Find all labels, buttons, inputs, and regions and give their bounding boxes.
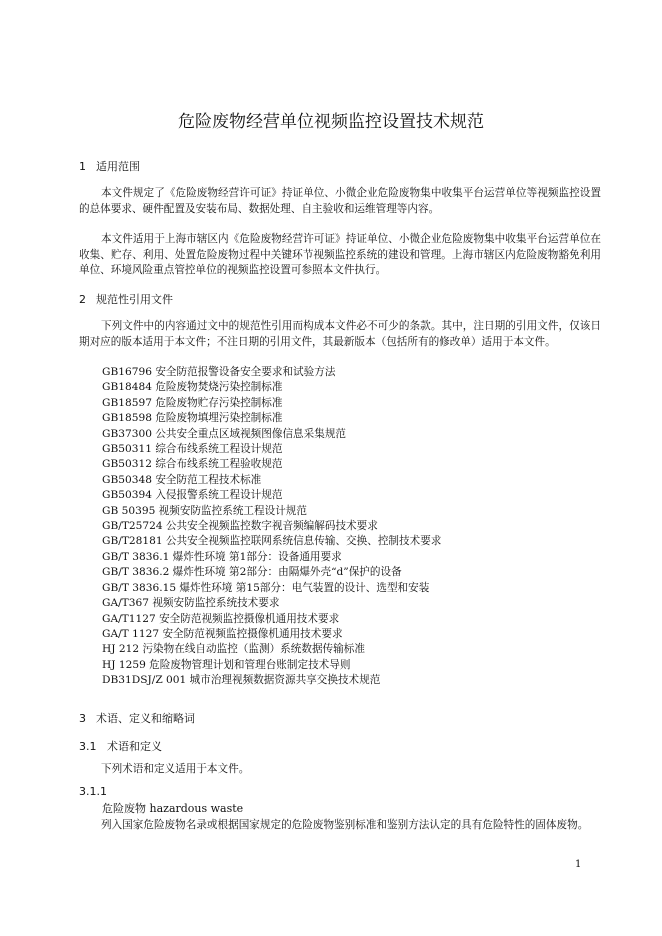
paragraph: 下列术语和定义适用于本文件。 [101,763,250,775]
section-title: 规范性引用文件 [96,293,173,306]
list-item: GB16796 安全防范报警设备安全要求和试验方法 [102,366,336,378]
list-item: GA/T367 视频安防监控系统技术要求 [102,597,280,610]
clause-3-1-1-number: 3.1.1 [79,785,107,798]
list-item: HJ 1259 危险废物管理计划和管理台账制定技术导则 [102,658,351,671]
list-item: GB50312 综合布线系统工程验收规范 [102,458,283,471]
document-title: 危险废物经营单位视频监控设置技术规范 [178,112,484,132]
term-entry [102,801,243,816]
list-item: HJ 212 污染物在线自动监控（监测）系统数据传输标准 [102,643,365,656]
list-item: GB50348 安全防范工程技术标准 [102,473,262,486]
list-item: GB 50395 视频安防监控系统工程设计规范 [102,504,307,517]
section-title: 适用范围 [96,160,140,173]
list-item: GB50311 综合布线系统工程设计规范 [102,443,283,456]
section-title: 术语、定义和缩略词 [96,712,195,725]
section-1-heading [79,159,140,174]
subsection-3-1-heading [79,739,162,754]
list-item: GB50394 入侵报警系统工程设计规范 [102,489,283,502]
list-item: GA/T1127 安全防范视频监控摄像机通用技术要求 [102,612,340,625]
list-item: GB18598 危险废物填埋污染控制标准 [102,412,283,425]
list-item: GB/T28181 公共安全视频监控联网系统信息传输、交换、控制技术要求 [102,535,442,548]
list-item: DB31DSJ/Z 001 城市治理视频数据资源共享交换技术规范 [102,674,381,687]
list-item: GB/T 3836.1 爆炸性环境 第1部分：设备通用要求 [102,550,342,563]
list-item: GB37300 公共安全重点区域视频图像信息采集规范 [102,427,347,440]
section-3-heading [79,711,195,726]
term-chinese: 危险废物 [102,802,146,815]
page-number: 1 [575,859,582,870]
subsection-title: 术语和定义 [107,740,162,753]
list-item: GB/T 3836.15 爆炸性环境 第15部分：电气装置的设计、选型和安装 [102,581,430,594]
section-number: 2 [79,293,86,306]
list-item: GA/T 1127 安全防范视频监控摄像机通用技术要求 [102,627,343,640]
list-item: GB18597 危险废物贮存污染控制标准 [102,396,283,409]
reference-list [102,365,441,689]
list-item: GB18484 危险废物焚烧污染控制标准 [102,381,283,394]
term-definition: 列入国家危险废物名录或根据国家规定的危险废物鉴别标准和鉴别方法认定的具有危险特性的固体废物。 [101,819,589,831]
paragraph: 本文件适用于上海市辖区内《危险废物经营许可证》持证单位、小微企业危险废物集中收集平台运营单位在收集、贮存、利用、处置危险废物过程中关键环节视频监控系统的建设和管理。上海市辖区内危险废物豁免利用单位、环境风险重点管控单位的视频监控设置可参照本文件执行。 [79,233,601,276]
section-number: 3 [79,712,86,725]
paragraph: 下列文件中的内容通过文中的规范性引用而构成本文件必不可少的条款。其中，注日期的引用文件，仅该日期对应的版本适用于本文件；不注日期的引用文件，其最新版本（包括所有的修改单）适用于本文件。 [79,320,601,348]
section-number: 1 [79,160,86,173]
term-english: hazardous waste [149,802,244,815]
subsection-number: 3.1 [79,740,97,753]
list-item: GB/T 3836.2 爆炸性环境 第2部分：由隔爆外壳“d”保护的设备 [102,566,402,579]
list-item: GB/T25724 公共安全视频监控数字视音频编解码技术要求 [102,520,378,533]
paragraph: 本文件规定了《危险废物经营许可证》持证单位、小微企业危险废物集中收集平台运营单位等视频监控设置的总体要求、硬件配置及安装布局、数据处理、自主验收和运维管理等内容。 [79,187,601,215]
section-2-heading [79,292,173,307]
